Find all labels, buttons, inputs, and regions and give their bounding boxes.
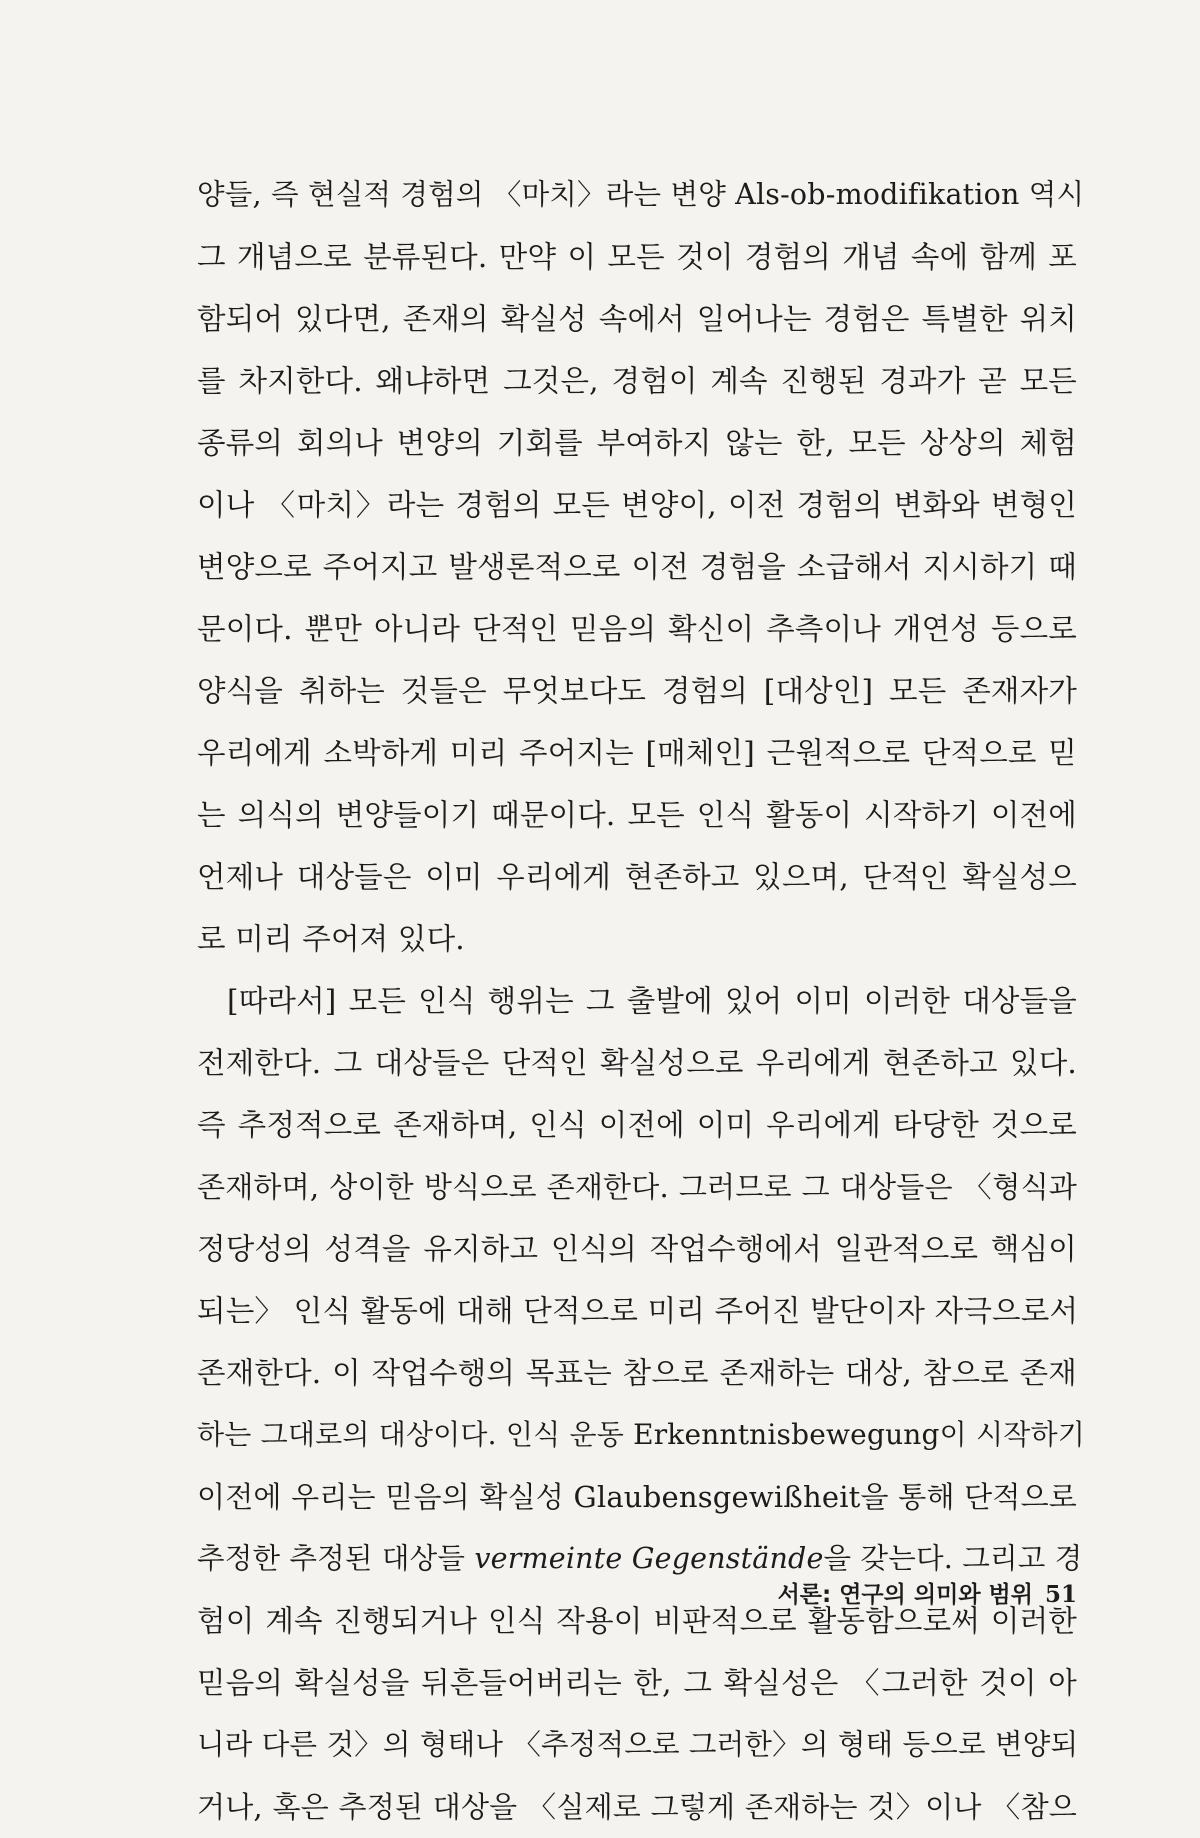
text-line-3: 함되어 있다면, 존재의 확실성 속에서 일어나는 경험은 특별한 위치	[197, 302, 1077, 336]
text-line-23-before: 추정한 추정된 대상들	[197, 1542, 475, 1575]
text-line-19: 되는〉 인식 활동에 대해 단적으로 미리 주어진 발단이자 자극으로서	[197, 1294, 1079, 1328]
text-line-27: 거나, 혹은 추정된 대상을 〈실제로 그렇게 존재하는 것〉이나 〈참으	[197, 1790, 1077, 1824]
text-line-15: 전제한다. 그 대상들은 단적인 확실성으로 우리에게 현존하고 있다.	[197, 1046, 1077, 1080]
text-line-23-italic: vermeinte Gegenstände	[474, 1542, 824, 1575]
text-line-10: 우리에게 소박하게 미리 주어지는 [매체인] 근원적으로 단적으로 믿	[197, 736, 1077, 770]
text-line-18: 정당성의 성격을 유지하고 인식의 작업수행에서 일관적으로 핵심이	[197, 1232, 1077, 1266]
text-line-24: 험이 계속 진행되거나 인식 작용이 비판적으로 활동함으로써 이러한	[197, 1604, 1077, 1638]
text-line-25: 믿음의 확실성을 뒤흔들어버리는 한, 그 확실성은 〈그러한 것이 아	[197, 1666, 1077, 1700]
text-line-12: 언제나 대상들은 이미 우리에게 현존하고 있으며, 단적인 확실성으	[197, 860, 1077, 894]
text-line-8: 문이다. 뿐만 아니라 단적인 믿음의 확신이 추측이나 개연성 등으로	[197, 612, 1077, 646]
text-line-6: 이나 〈마치〉라는 경험의 모든 변양이, 이전 경험의 변화와 변형인	[197, 488, 1077, 522]
text-line-22: 이전에 우리는 믿음의 확실성 Glaubensgewißheit을 통해 단적으로	[197, 1480, 1077, 1514]
text-line-11: 는 의식의 변양들이기 때문이다. 모든 인식 활동이 시작하기 이전에	[197, 798, 1077, 832]
text-line-4: 를 차지한다. 왜냐하면 그것은, 경험이 계속 진행된 경과가 곧 모든	[197, 364, 1077, 398]
text-line-2: 그 개념으로 분류된다. 만약 이 모든 것이 경험의 개념 속에 함께 포	[197, 240, 1077, 274]
text-line-13: 로 미리 주어져 있다.	[197, 922, 465, 956]
text-line-16: 즉 추정적으로 존재하며, 인식 이전에 이미 우리에게 타당한 것으로	[197, 1108, 1077, 1142]
text-line-9: 양식을 취하는 것들은 무엇보다도 경험의 [대상인] 모든 존재자가	[197, 674, 1077, 708]
text-line-21: 하는 그대로의 대상이다. 인식 운동 Erkenntnisbewegung이 시작하기	[197, 1418, 1085, 1451]
text-line-14: [따라서] 모든 인식 행위는 그 출발에 있어 이미 이러한 대상들을	[227, 984, 1077, 1018]
page-footer	[705, 1575, 1077, 1615]
page-number: 51	[1044, 1581, 1077, 1608]
text-line-26: 니라 다른 것〉의 형태나 〈추정적으로 그러한〉의 형태 등으로 변양되	[197, 1728, 1079, 1761]
running-title: 서론: 연구의 의미와 범위	[777, 1582, 1033, 1608]
text-line-7: 변양으로 주어지고 발생론적으로 이전 경험을 소급해서 지시하기 때	[197, 550, 1077, 584]
text-line-20: 존재한다. 이 작업수행의 목표는 참으로 존재하는 대상, 참으로 존재	[197, 1356, 1077, 1390]
text-line-1: 양들, 즉 현실적 경험의 〈마치〉라는 변양 Als-ob-modifikation 역시	[197, 178, 1085, 211]
text-line-23-after: 을 갖는다. 그리고 경	[823, 1542, 1083, 1575]
text-line-5: 종류의 회의나 변양의 기회를 부여하지 않는 한, 모든 상상의 체험	[197, 426, 1077, 460]
text-line-17: 존재하며, 상이한 방식으로 존재한다. 그러므로 그 대상들은 〈형식과	[197, 1170, 1077, 1204]
